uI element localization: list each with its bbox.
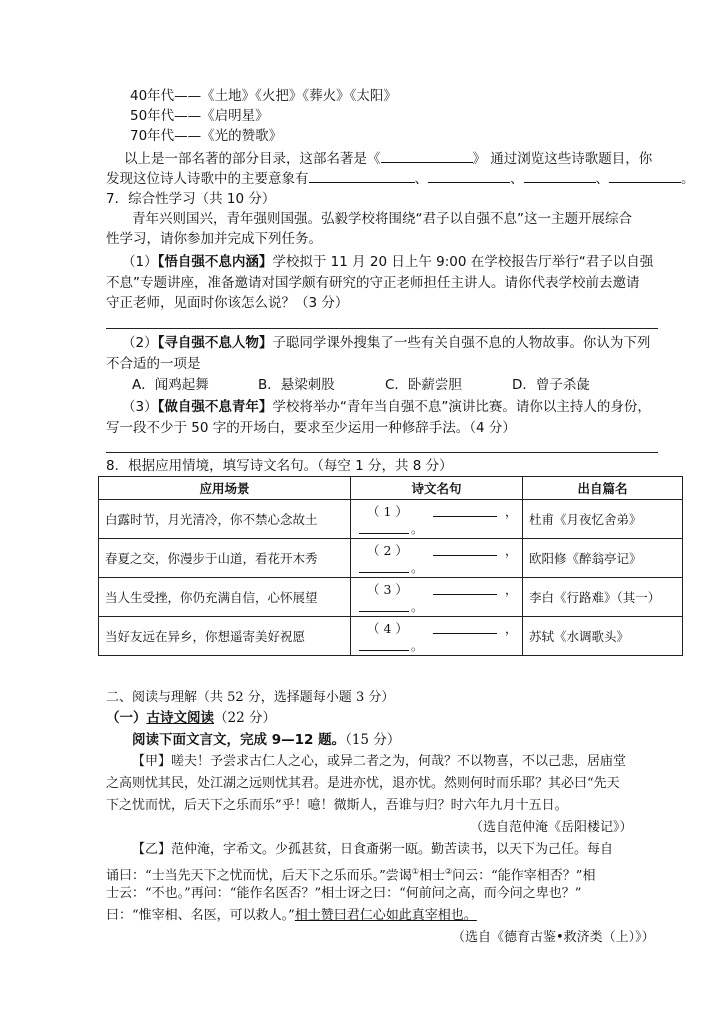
verse-blank-2[interactable] xyxy=(359,650,409,651)
toc-line-50s: 50年代——《启明星》 xyxy=(130,108,269,124)
passage-jia-source: （选自范仲淹《岳阳楼记》） xyxy=(470,820,633,835)
q7-task3-line-1 xyxy=(122,397,651,417)
passage-jia-line-2: 之高则忧其民，处江湖之远则忧其君。是进亦忧，退亦忧。然则何时而乐耶？其必曰“先天 xyxy=(106,776,620,791)
q7-task3-text: 学校将举办“青年当自强不息”演讲比赛。请你以主持人的身份， xyxy=(272,399,651,415)
source-cell: 欧阳修《醉翁亭记》 xyxy=(523,539,683,578)
passage-yi-line-3: 士云：“不也。”再问：“能作名医否？”相士讶之曰：“何前问之高，而今问之卑也？” xyxy=(106,886,582,901)
subsection-name: 古诗文阅读 xyxy=(146,710,214,726)
toc-line-40s: 40年代——《土地》《火把》《葬火》《太阳》 xyxy=(130,88,397,104)
q7-option-b[interactable]: B．悬梁刺股 xyxy=(258,377,335,393)
period: 。 xyxy=(411,600,424,614)
source-cell: 苏轼《水调歌头》 xyxy=(523,617,683,656)
comma: ， xyxy=(505,621,518,636)
masterpiece-question xyxy=(124,148,652,169)
reading-instruction xyxy=(132,730,400,750)
separator: 、 xyxy=(414,171,428,187)
imagery-blank-1[interactable] xyxy=(309,168,415,183)
verse-blank-1[interactable] xyxy=(433,516,497,517)
separator: 、 xyxy=(510,171,524,187)
q7-title: 7．综合性学习（共 10 分） xyxy=(106,191,276,207)
masterpiece-question-part2: 》 通过浏览这些诗歌题目，你 xyxy=(472,151,653,167)
passage-yi-text: 诵曰：“士当先天下之忧而忧，后天下之乐而乐。”尝谒 xyxy=(106,868,412,884)
q7-task2-line-2: 不合适的一项是 xyxy=(106,356,201,372)
reading-instruction-text: 阅读下面文言文，完成 9—12 题。 xyxy=(132,732,346,748)
period: 。 xyxy=(411,561,424,575)
imagery-blank-4[interactable] xyxy=(609,168,681,183)
footnote-marker: ② xyxy=(444,867,453,876)
masterpiece-question-part1: 以上是一部名著的部分目录，这部名著是《 xyxy=(124,151,381,167)
verse-answer-cell[interactable] xyxy=(351,539,523,578)
q7-option-a[interactable]: A．闻鸡起舞 xyxy=(132,377,209,393)
period: 。 xyxy=(411,522,424,536)
q7-task1-tag: 【悟自强不息内涵】 xyxy=(157,254,273,270)
q7-task1-line-1 xyxy=(122,252,653,272)
source-cell: 李白《行路难》（其一） xyxy=(523,578,683,617)
q7-task1-answer-line[interactable] xyxy=(106,328,658,329)
verse-blank-1[interactable] xyxy=(433,555,497,556)
q7-task1-line-2: 不息”专题讲座，准备邀请对国学颇有研究的守正老师担任主讲人。请你代表学校前去邀请 xyxy=(106,275,640,291)
verse-blank-1[interactable] xyxy=(433,633,497,634)
table-row xyxy=(99,617,683,656)
passage-jia-line-3: 下之忧而忧，后天下之乐而乐”乎！噫！微斯人，吾谁与归？时六年九月十五日。 xyxy=(106,798,568,813)
q7-option-c[interactable]: C．卧薪尝胆 xyxy=(385,377,462,393)
verse-blank-1[interactable] xyxy=(433,594,497,595)
q7-task2-tag: 【寻自强不息人物】 xyxy=(157,335,273,351)
comma: ， xyxy=(505,582,518,597)
period: 。 xyxy=(411,639,424,653)
scene-cell: 白露时节，月光清冷，你不禁心念故土 xyxy=(99,500,351,539)
scene-cell: 当好友远在异乡，你想遥寄美好祝愿 xyxy=(99,617,351,656)
passage-yi-text: 曰：“惟宰相、名医，可以救人。” xyxy=(106,908,295,923)
reading-instruction-score: （15 分） xyxy=(345,732,401,748)
reading-section-title: 二、阅读与理解（共 52 分，选择题每小题 3 分） xyxy=(106,690,395,705)
q8-title: 8．根据应用情境，填写诗文名句。（每空 1 分，共 8 分） xyxy=(106,458,453,474)
q7-task1-line-3: 守正老师，见面时你该怎么说？（3 分） xyxy=(106,295,349,311)
header-scene: 应用场景 xyxy=(99,477,351,500)
q7-intro-line-1: 青年兴则国兴，青年强则国强。弘毅学校将围绕“君子以自强不息”这一主题开展综合 xyxy=(132,211,632,227)
q7-option-d[interactable]: D．曾子杀彘 xyxy=(512,377,590,393)
passage-yi-line-1: 【乙】范仲淹，字希文。少孤甚贫，日食齑粥一瓯。勤苦读书，以天下为己任。每自 xyxy=(132,842,614,857)
imagery-blank-3[interactable] xyxy=(524,168,596,183)
blank-number: （ 4 ） xyxy=(367,621,408,636)
verse-answer-cell[interactable] xyxy=(351,500,523,539)
table-header-row xyxy=(99,477,683,500)
table-row xyxy=(99,500,683,539)
reading-subsection-title xyxy=(106,708,276,728)
separator: 、 xyxy=(595,171,609,187)
table-row xyxy=(99,578,683,617)
masterpiece-title-blank[interactable] xyxy=(381,148,473,163)
verse-blank-2[interactable] xyxy=(359,611,409,612)
q7-task2-number: （2） xyxy=(122,335,158,351)
passage-yi-source: （选自《德育古鉴•救济类（上）》） xyxy=(452,930,655,945)
blank-number: （ 3 ） xyxy=(367,582,408,597)
verse-answer-cell[interactable] xyxy=(351,617,523,656)
toc-line-70s: 70年代——《光的赞歌》 xyxy=(130,128,283,144)
q7-task3-number: （3） xyxy=(122,399,158,415)
subsection-number: （一） xyxy=(106,710,147,726)
header-source: 出自篇名 xyxy=(523,477,683,500)
period: 。 xyxy=(681,171,695,187)
blank-number: （ 2 ） xyxy=(367,543,408,558)
q7-task3-answer-line[interactable] xyxy=(106,452,658,453)
comma: ， xyxy=(505,543,518,558)
scene-cell: 春夏之交，你漫步于山道，看花开木秀 xyxy=(99,539,351,578)
underlined-sentence[interactable]: 相士赞曰君仁心如此真宰相也。 xyxy=(294,908,477,923)
poetry-table xyxy=(98,476,683,656)
source-cell: 杜甫《月夜忆舍弟》 xyxy=(523,500,683,539)
blank-number: （ 1 ） xyxy=(367,504,408,519)
passage-jia-line-1: 【甲】嗟夫！予尝求古仁人之心，或异二者之为，何哉？不以物喜，不以己悲，居庙堂 xyxy=(132,754,627,769)
passage-yi-text: 相士 xyxy=(418,868,445,884)
q7-task1-number: （1） xyxy=(122,254,158,270)
q7-task3-line-2: 写一段不少于 50 字的开场白，要求至少运用一种修辞手法。（4 分） xyxy=(106,420,516,436)
passage-yi-line-2 xyxy=(106,862,595,886)
verse-blank-2[interactable] xyxy=(359,533,409,534)
passage-yi-line-4 xyxy=(106,906,477,926)
q7-task1-text: 学校拟于 11 月 20 日上午 9:00 在学校报告厅举行“君子以自强 xyxy=(272,254,654,270)
comma: ， xyxy=(505,504,518,519)
imagery-question-text: 发现这位诗人诗歌中的主要意象有 xyxy=(106,171,309,187)
q7-task2-line-1 xyxy=(122,333,650,353)
imagery-question xyxy=(106,168,695,189)
footnote-marker: ① xyxy=(411,867,419,876)
verse-blank-2[interactable] xyxy=(359,572,409,573)
q7-task3-tag: 【做自强不息青年】 xyxy=(157,399,273,415)
q7-intro-line-2: 性学习，请你参加并完成下列任务。 xyxy=(106,231,322,247)
subsection-score: （22 分） xyxy=(214,710,276,726)
imagery-blank-2[interactable] xyxy=(428,168,510,183)
table-row xyxy=(99,539,683,578)
passage-yi-text: 问云：“能作宰相否？”相 xyxy=(452,868,596,884)
scene-cell: 当人生受挫，你仍充满自信，心怀展望 xyxy=(99,578,351,617)
verse-answer-cell[interactable] xyxy=(351,578,523,617)
q7-task2-text: 子聪同学课外搜集了一些有关自强不息的人物故事。你认为下列 xyxy=(272,335,651,351)
header-verse: 诗文名句 xyxy=(351,477,523,500)
